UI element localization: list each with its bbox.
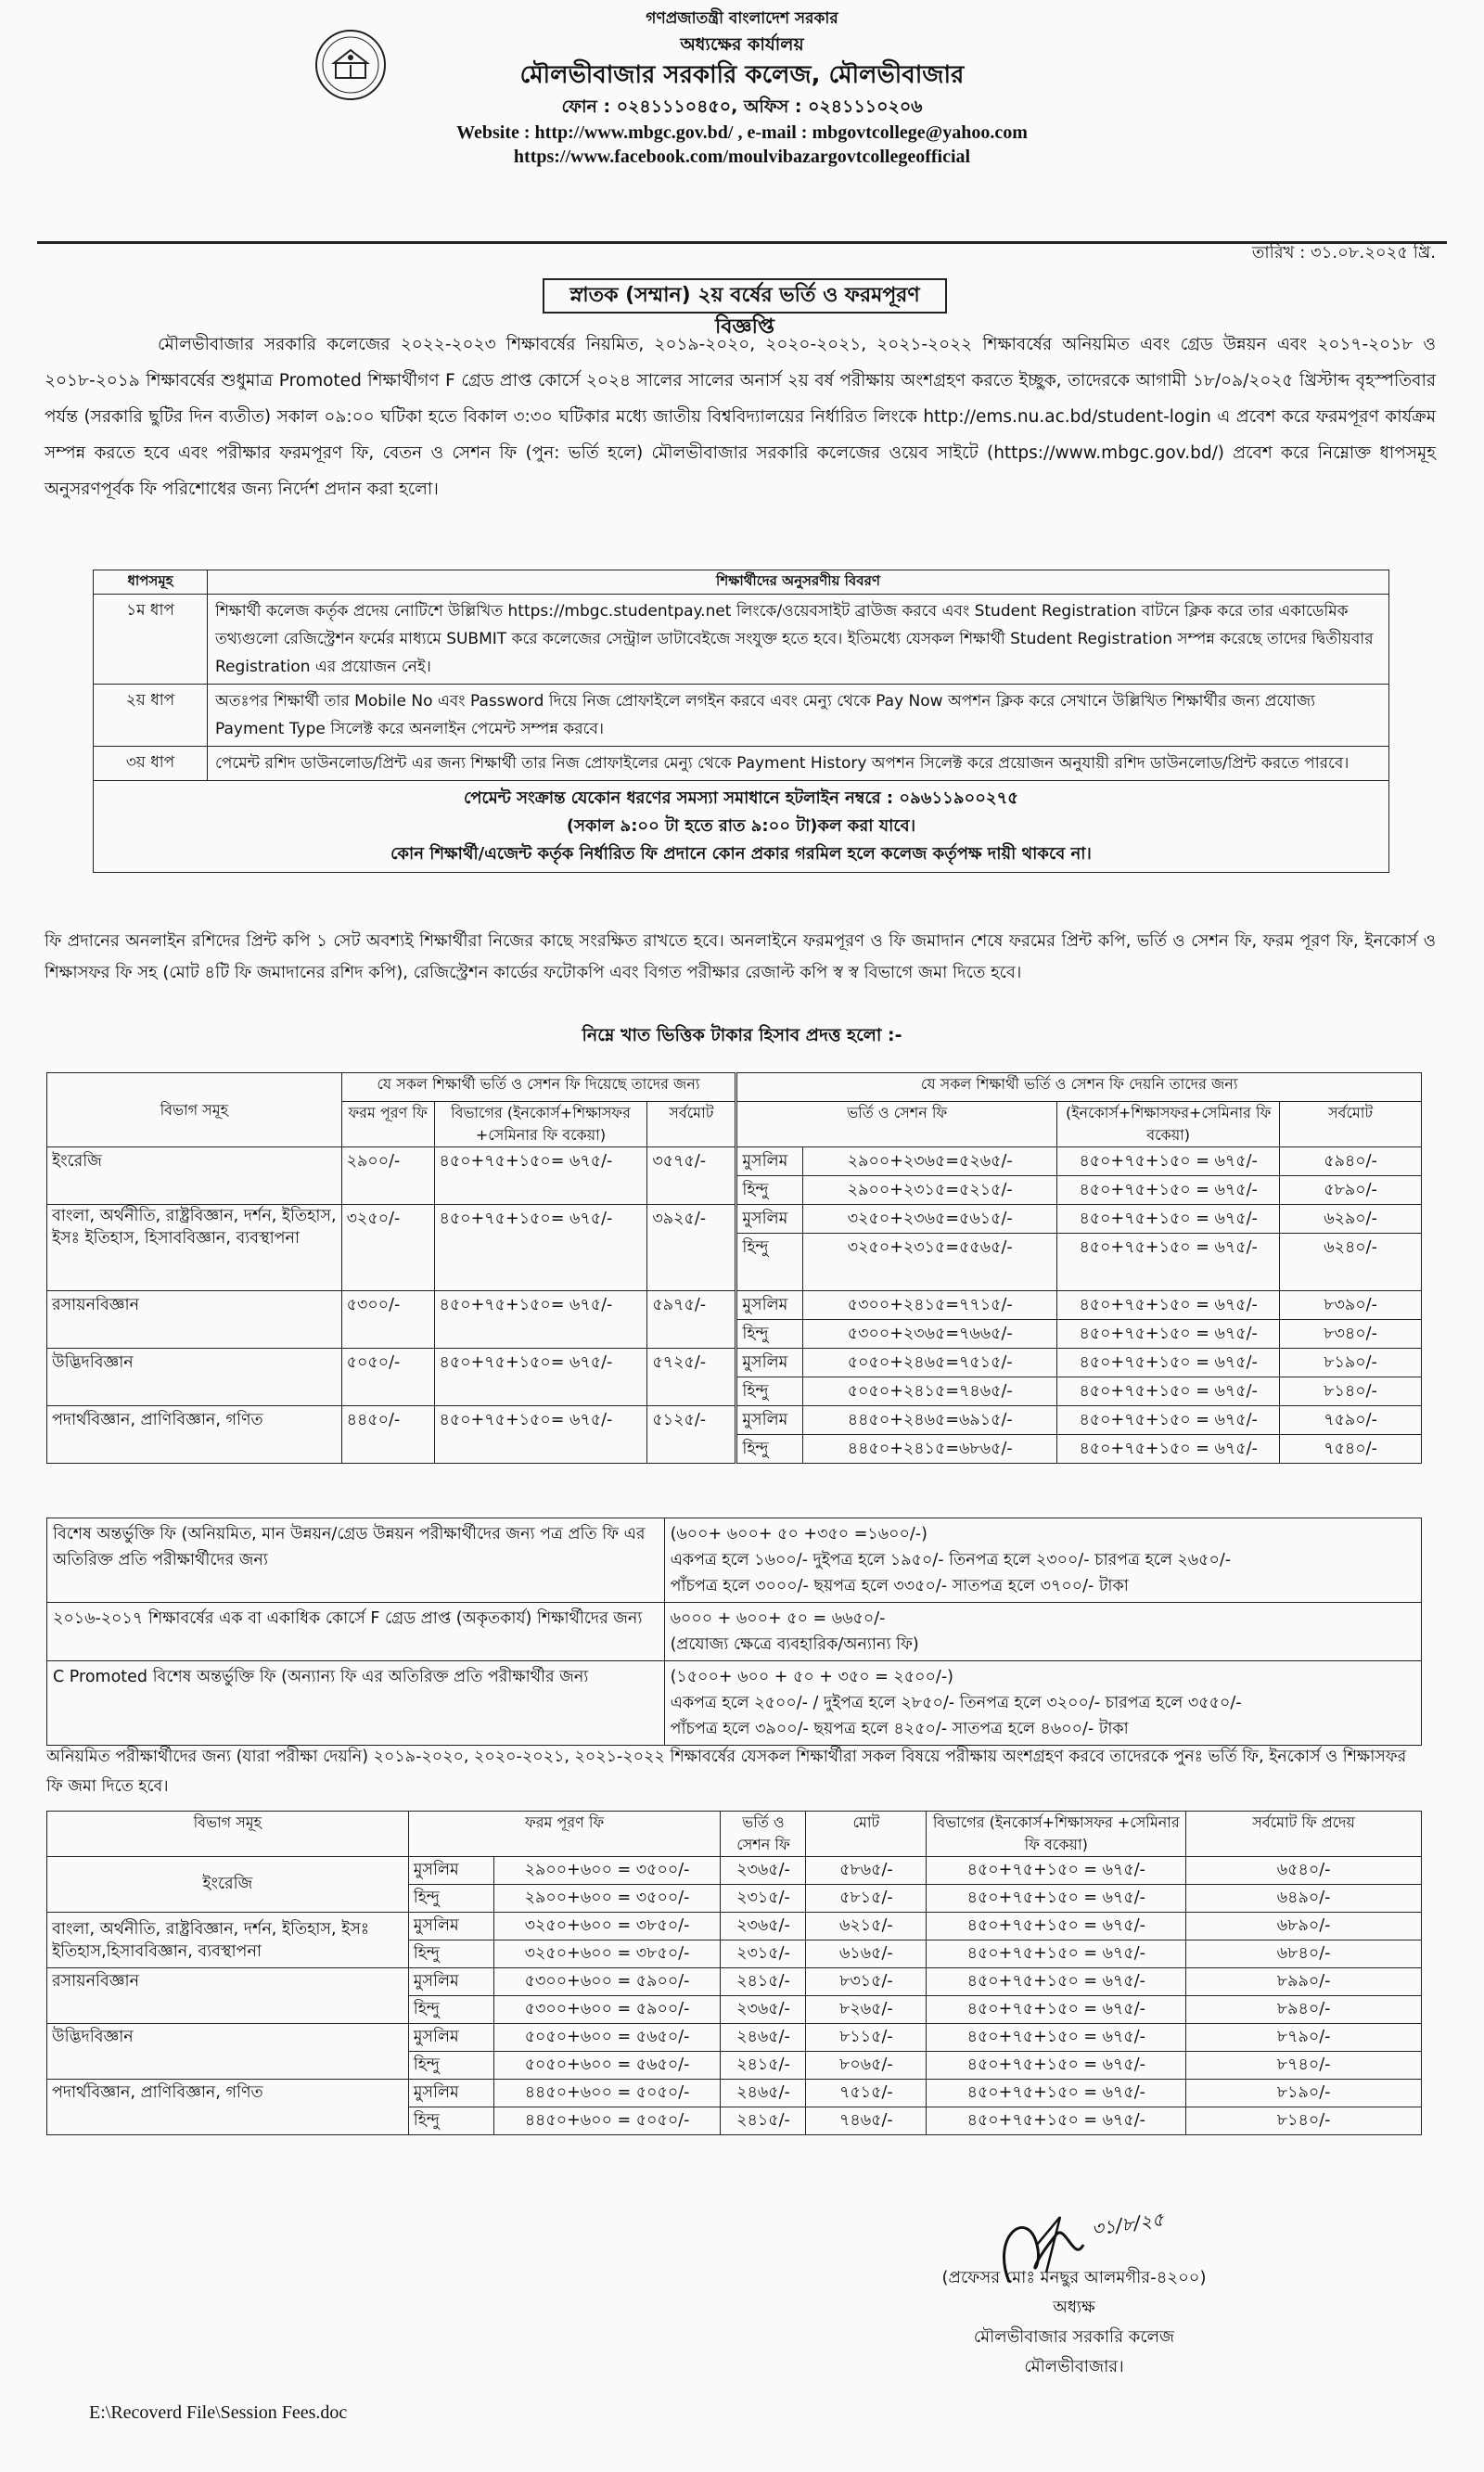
step-text: পেমেন্ট রশিদ ডাউনলোড/প্রিন্ট এর জন্য শিক্ষার্থী তার নিজ প্রোফাইলের মেন্যু থেকে Payment History অপশন সিলেক্ট করে প্রয়োজন অনুযায়ী রশিদ ডাউনলোড/প্রিন্ট করতে পারবে।	[208, 747, 1389, 781]
form-fee-cell: ৪৪৫০/-	[341, 1406, 434, 1464]
facebook-line: https://www.facebook.com/moulvibazargovtcollegeofficial	[513, 147, 971, 167]
form-fee-cell: ৩২৫০+৬০০ = ৩৮৫০/-	[493, 1940, 721, 1968]
signatory-name: (প্রফেসর মোঃ মনছুর আলমগীর-৪২০০)	[941, 2268, 1207, 2287]
hotline-number: পেমেন্ট সংক্রান্ত যেকোন ধরণের সমস্যা সমাধানে হটলাইন নম্বরে : ০৯৬১১৯০০২৭৫	[463, 788, 1018, 808]
total-cell: ৫৮১৫/-	[806, 1885, 927, 1913]
col-dept: বিভাগ সমূহ	[47, 1812, 409, 1857]
dept-cell: ইংরেজি	[47, 1857, 409, 1913]
signature-block	[879, 2263, 1269, 2382]
fee-formula: (৬০০+ ৬০০+ ৫০ +৩৫০ =১৬০০/-)	[670, 1525, 928, 1543]
dept-fee-cell: ৪৫০+৭৫+১৫০ = ৬৭৫/-	[927, 2107, 1186, 2135]
dept-cell: উদ্ভিদবিজ্ঞান	[47, 1349, 342, 1406]
grand-total-cell: ৮১৪০/-	[1280, 1377, 1422, 1406]
religion-label: হিন্দু	[408, 2107, 493, 2135]
dept-cell: উদ্ভিদবিজ্ঞান	[47, 2024, 409, 2080]
col-paid-group: যে সকল শিক্ষার্থী ভর্তি ও সেশন ফি দিয়েছে তাদের জন্য	[341, 1073, 736, 1102]
special-fee-label: বিশেষ অন্তর্ভুক্তি ফি (অনিয়মিত, মান উন্নয়ন/গ্রেড উন্নয়ন পরীক্ষার্থীদের জন্য পত্র প্রতি ফি এর অতিরিক্ত প্রতি পরীক্ষার্থীদের জন্য	[47, 1518, 665, 1603]
dept-fee-cell: ৪৫০+৭৫+১৫০= ৬৭৫/-	[434, 1205, 647, 1291]
special-fee-label: ২০১৬-২০১৭ শিক্ষাবর্ষের এক বা একাধিক কোর্সে F গ্রেড প্রাপ্ত (অকৃতকার্য) শিক্ষার্থীদের জন্য	[47, 1603, 665, 1661]
admission-cell: ২৪১৫/-	[721, 2107, 806, 2135]
grand-total-cell: ৬৫৪০/-	[1186, 1857, 1422, 1885]
fee-per-paper: একপত্র হলে ১৬০০/- দুইপত্র হলে ১৯৫০/- তিনপত্র হলে ২৩০০/- চারপত্র হলে ২৬৫০/-	[670, 1551, 1232, 1569]
fee-note: (প্রযোজ্য ক্ষেত্রে ব্যবহারিক/অন্যান্য ফি)	[670, 1635, 919, 1654]
religion-label: মুসলিম	[408, 1968, 493, 1996]
fee-breakdown-heading: নিম্নে খাত ভিত্তিক টাকার হিসাব প্রদত্ত হলো :-	[582, 1025, 902, 1045]
special-fee-detail	[664, 1603, 1421, 1661]
religion-label: মুসলিম	[736, 1205, 803, 1234]
religion-label: হিন্দু	[408, 1885, 493, 1913]
dept-fee-cell: ৪৫০+৭৫+১৫০ = ৬৭৫/-	[1057, 1406, 1280, 1435]
grand-total-cell: ৮৯৪০/-	[1186, 1996, 1422, 2024]
col-grand-total: সর্বমোট ফি প্রদেয়	[1186, 1812, 1422, 1857]
col-form-fee: ফরম পূরণ ফি	[408, 1812, 721, 1857]
table-row	[47, 2080, 1422, 2107]
dept-fee-cell: ৪৫০+৭৫+১৫০ = ৬৭৫/-	[1057, 1377, 1280, 1406]
dept-fee-cell: ৪৫০+৭৫+১৫০ = ৬৭৫/-	[927, 2052, 1186, 2080]
col-dept-fee: বিভাগের (ইনকোর্স+শিক্ষাসফর +সেমিনার ফি বকেয়া)	[434, 1102, 647, 1147]
grand-total-cell: ৮১৪০/-	[1186, 2107, 1422, 2135]
admission-cell: ৫০৫০+২৪৬৫=৭৫১৫/-	[803, 1349, 1057, 1377]
website-line: Website : http://www.mbgc.gov.bd/ , e-mail : mbgovtcollege@yahoo.com	[456, 122, 1028, 143]
form-fee-cell: ৩২৫০+৬০০ = ৩৮৫০/-	[493, 1913, 721, 1940]
table-row	[47, 2024, 1422, 2052]
signatory-city: মৌলভীবাজার।	[1024, 2357, 1124, 2376]
total-cell: ৮১১৫/-	[806, 2024, 927, 2052]
dept-fee-cell: ৪৫০+৭৫+১৫০ = ৬৭৫/-	[1057, 1291, 1280, 1320]
grand-total-cell: ৬৮৯০/-	[1186, 1913, 1422, 1940]
total-cell: ৫৮৬৫/-	[806, 1857, 927, 1885]
steps-table	[93, 570, 1389, 873]
grand-total-cell: ৮৭৯০/-	[1186, 2024, 1422, 2052]
file-path: E:\Recoverd File\Session Fees.doc	[89, 2402, 348, 2423]
dept-cell: ইংরেজি	[47, 1147, 342, 1205]
svg-text:৩১/৮/২৫: ৩১/৮/২৫	[1090, 2208, 1166, 2240]
total-cell: ৬২১৫/-	[806, 1913, 927, 1940]
table-row	[47, 1603, 1422, 1661]
table-row	[47, 1349, 1422, 1377]
table-row	[47, 1968, 1422, 1996]
form-fee-cell: ৫০৫০+৬০০ = ৫৬৫০/-	[493, 2052, 721, 2080]
col-total: মোট	[806, 1812, 927, 1857]
grand-total-cell: ৬৪৯০/-	[1186, 1885, 1422, 1913]
col-dept-fee: বিভাগের (ইনকোর্স+শিক্ষাসফর +সেমিনার ফি বকেয়া)	[927, 1812, 1186, 1857]
special-fee-detail	[664, 1661, 1421, 1746]
grand-total-cell: ৮১৯০/-	[1186, 2080, 1422, 2107]
grand-total-cell: ৫৮৯০/-	[1280, 1176, 1422, 1205]
total-cell: ৩৫৭৫/-	[647, 1147, 736, 1205]
dept-fee-cell: ৪৫০+৭৫+১৫০= ৬৭৫/-	[434, 1349, 647, 1406]
table-row	[47, 1913, 1422, 1940]
dept-fee-cell: ৪৫০+৭৫+১৫০= ৬৭৫/-	[434, 1147, 647, 1205]
table-row	[47, 1205, 1422, 1234]
form-fee-cell: ৫০৫০/-	[341, 1349, 434, 1406]
dept-fee-cell: ৪৫০+৭৫+১৫০ = ৬৭৫/-	[1057, 1205, 1280, 1234]
fees-table-irregular	[46, 1811, 1422, 2135]
dept-fee-cell: ৪৫০+৭৫+১৫০ = ৬৭৫/-	[1057, 1147, 1280, 1176]
fee-formula: (১৫০০+ ৬০০ + ৫০ + ৩৫০ = ২৫০০/-)	[670, 1668, 953, 1686]
step-label: ৩য় ধাপ	[94, 747, 208, 781]
admission-cell: ৩২৫০+২৩১৫=৫৫৬৫/-	[803, 1234, 1057, 1291]
religion-label: হিন্দু	[408, 1940, 493, 1968]
dept-fee-cell: ৪৫০+৭৫+১৫০ = ৬৭৫/-	[927, 2024, 1186, 2052]
religion-label: মুসলিম	[736, 1147, 803, 1176]
admission-cell: ২৩৬৫/-	[721, 1913, 806, 1940]
admission-cell: ৫৩০০+২৪১৫=৭৭১৫/-	[803, 1291, 1057, 1320]
irregular-students-note: অনিয়মিত পরীক্ষার্থীদের জন্য (যারা পরীক্ষা দেয়নি) ২০১৯-২০২০, ২০২০-২০২১, ২০২১-২০২২ শিক্ষাবর্ষের যেসকল শিক্ষার্থীরা সকল বিষয়ে পরীক্ষায় অংশগ্রহণ করবে তাদেরকে পুনঃ ভর্তি ফি, ইনকোর্স ও শিক্ষাসফর ফি জমা দিতে হবে।	[46, 1748, 1407, 1796]
grand-total-cell: ৫৯৪০/-	[1280, 1147, 1422, 1176]
admission-cell: ৪৪৫০+২৪৬৫=৬৯১৫/-	[803, 1406, 1057, 1435]
fee-per-paper: পাঁচপত্র হলে ৩৯০০/- ছয়পত্র হলে ৪২৫০/- সাতপত্র হলে ৪৬০০/- টাকা	[670, 1720, 1129, 1738]
office-name: অধ্যক্ষের কার্যালয়	[680, 34, 804, 55]
form-fee-cell: ২৯০০+৬০০ = ৩৫০০/-	[493, 1885, 721, 1913]
dept-cell: বাংলা, অর্থনীতি, রাষ্ট্রবিজ্ঞান, দর্শন, ইতিহাস, ইসঃ ইতিহাস,হিসাববিজ্ঞান, ব্যবস্থাপনা	[47, 1913, 409, 1968]
grand-total-cell: ৬২৯০/-	[1280, 1205, 1422, 1234]
table-row	[47, 1406, 1422, 1435]
admission-cell: ২৪১৫/-	[721, 1968, 806, 1996]
dept-cell: পদার্থবিজ্ঞান, প্রাণিবিজ্ঞান, গণিত	[47, 2080, 409, 2135]
admission-cell: ২৩১৫/-	[721, 1940, 806, 1968]
table-row	[47, 1661, 1422, 1746]
admission-cell: ২৩৬৫/-	[721, 1857, 806, 1885]
total-cell: ৮৩১৫/-	[806, 1968, 927, 1996]
total-cell: ৩৯২৫/-	[647, 1205, 736, 1291]
step-row	[94, 685, 1389, 747]
admission-cell: ২৪১৫/-	[721, 2052, 806, 2080]
step-label: ২য় ধাপ	[94, 685, 208, 747]
admission-cell: ৫০৫০+২৪১৫=৭৪৬৫/-	[803, 1377, 1057, 1406]
table-row	[47, 1518, 1422, 1603]
religion-label: হিন্দু	[408, 1996, 493, 2024]
form-fee-cell: ৫৩০০+৬০০ = ৫৯০০/-	[493, 1968, 721, 1996]
table-row	[47, 1147, 1422, 1176]
total-cell: ৭৫১৫/-	[806, 2080, 927, 2107]
step-text: শিক্ষার্থী কলেজ কর্তৃক প্রদেয় নোটিশে উল্লিখিত https://mbgc.studentpay.net লিংকে/ওয়েবসাইট ব্রাউজ করবে এবং Student Registration বাটনে ক্লিক করে তার একাডেমিক তথ্যগুলো রেজিস্ট্রেশন ফর্মের মাধ্যমে SUBMIT করে কলেজের সেন্ট্রাল ডাটাবেইজে সংযুক্ত হতে হবে। ইতিমধ্যে যেসকল শিক্ষার্থী Student Registration সম্পন্ন করেছে তাদের দ্বিতীয়বার Registration এর প্রয়োজন নেই।	[208, 595, 1389, 685]
admission-cell: ২৩৬৫/-	[721, 1996, 806, 2024]
col-admission-fee: ভর্তি ও সেশন ফি	[721, 1812, 806, 1857]
form-fee-cell: ৩২৫০/-	[341, 1205, 434, 1291]
admission-cell: ২৯০০+২৩৬৫=৫২৬৫/-	[803, 1147, 1057, 1176]
total-cell: ৮০৬৫/-	[806, 2052, 927, 2080]
dept-fee-cell: ৪৫০+৭৫+১৫০ = ৬৭৫/-	[927, 1857, 1186, 1885]
grand-total-cell: ৬৮৪০/-	[1186, 1940, 1422, 1968]
total-cell: ৮২৬৫/-	[806, 1996, 927, 2024]
grand-total-cell: ৮৯৯০/-	[1186, 1968, 1422, 1996]
dept-fee-cell: ৪৫০+৭৫+১৫০ = ৬৭৫/-	[927, 1913, 1186, 1940]
grand-total-cell: ৮৭৪০/-	[1186, 2052, 1422, 2080]
religion-label: মুসলিম	[736, 1406, 803, 1435]
religion-label: মুসলিম	[736, 1291, 803, 1320]
admission-cell: ২৯০০+২৩১৫=৫২১৫/-	[803, 1176, 1057, 1205]
grand-total-cell: ৮১৯০/-	[1280, 1349, 1422, 1377]
notice-title: স্নাতক (সম্মান) ২য় বর্ষের ভর্তি ও ফরমপূরণ বিজ্ঞপ্তি	[543, 278, 947, 314]
religion-label: হিন্দু	[736, 1377, 803, 1406]
table-row	[47, 1291, 1422, 1320]
fee-per-paper: একপত্র হলে ২৫০০/- / দুইপত্র হলে ২৮৫০/- তিনপত্র হলে ৩২০০/- চারপত্র হলে ৩৫৫০/-	[670, 1694, 1242, 1712]
grand-total-cell: ৮৩৯০/-	[1280, 1291, 1422, 1320]
dept-fee-cell: ৪৫০+৭৫+১৫০ = ৬৭৫/-	[1057, 1320, 1280, 1349]
dept-fee-cell: ৪৫০+৭৫+১৫০ = ৬৭৫/-	[927, 1940, 1186, 1968]
admission-cell: ২৪৬৫/-	[721, 2080, 806, 2107]
disclaimer: কোন শিক্ষার্থী/এজেন্ট কর্তৃক নির্ধারিত ফি প্রদানে কোন প্রকার গরমিল হলে কলেজ কর্তৃপক্ষ দায়ী থাকবে না।	[390, 844, 1092, 864]
step-row	[94, 747, 1389, 781]
col-dept-fee-2: (ইনকোর্স+শিক্ষাসফর+সেমিনার ফি বকেয়া)	[1057, 1102, 1280, 1147]
col-dept: বিভাগ সমূহ	[47, 1073, 342, 1147]
religion-label: মুসলিম	[408, 2080, 493, 2107]
grand-total-cell: ৭৫৪০/-	[1280, 1435, 1422, 1464]
phone-line: ফোন : ০২৪১১১০৪৫০, অফিস : ০২৪১১১০২০৬	[561, 96, 923, 117]
religion-label: হিন্দু	[736, 1234, 803, 1291]
fees-table-regular	[46, 1072, 1422, 1464]
signatory-designation: অধ্যক্ষ	[1053, 2298, 1095, 2317]
admission-cell: ৩২৫০+২৩৬৫=৫৬১৫/-	[803, 1205, 1057, 1234]
total-cell: ৫৭২৫/-	[647, 1349, 736, 1406]
grand-total-cell: ৬২৪০/-	[1280, 1234, 1422, 1291]
total-cell: ৬১৬৫/-	[806, 1940, 927, 1968]
admission-cell: ৪৪৫০+২৪১৫=৬৮৬৫/-	[803, 1435, 1057, 1464]
admission-cell: ৫৩০০+২৩৬৫=৭৬৬৫/-	[803, 1320, 1057, 1349]
religion-label: মুসলিম	[408, 2024, 493, 2052]
dept-fee-cell: ৪৫০+৭৫+১৫০ = ৬৭৫/-	[1057, 1176, 1280, 1205]
notice-date: তারিখ : ৩১.০৮.২০২৫ খ্রি.	[1251, 243, 1436, 263]
receipt-instructions: ফি প্রদানের অনলাইন রশিদের প্রিন্ট কপি ১ সেট অবশ্যই শিক্ষার্থীরা নিজের কাছে সংরক্ষিত রাখতে হবে। অনলাইনে ফরমপূরণ ও ফি জমাদান শেষে ফরমের প্রিন্ট কপি, ভর্তি ও সেশন ফি, ফরম পূরণ ফি, ইনকোর্স ও শিক্ষাসফর ফি সহ (মোট ৪টি ফি জমাদানের রশিদ কপি), রেজিস্ট্রেশন কার্ডের ফটোকপি এবং বিগত পরীক্ষার রেজাল্ট কপি স্ব স্ব বিভাগে জমা দিতে হবে।	[45, 931, 1436, 982]
col-admission-fee: ভর্তি ও সেশন ফি	[736, 1102, 1057, 1147]
dept-fee-cell: ৪৫০+৭৫+১৫০ = ৬৭৫/-	[1057, 1234, 1280, 1291]
grand-total-cell: ৮৩৪০/-	[1280, 1320, 1422, 1349]
col-unpaid-group: যে সকল শিক্ষার্থী ভর্তি ও সেশন ফি দেয়নি তাদের জন্য	[736, 1073, 1422, 1102]
step-text: অতঃপর শিক্ষার্থী তার Mobile No এবং Password দিয়ে নিজ প্রোফাইলে লগইন করবে এবং মেন্যু থেকে Pay Now অপশন ক্লিক করে সেখানে উল্লিখিত শিক্ষার্থীর জন্য প্রযোজ্য Payment Type সিলেক্ট করে অনলাইন পেমেন্ট সম্পন্ন করবে।	[208, 685, 1389, 747]
dept-fee-cell: ৪৫০+৭৫+১৫০ = ৬৭৫/-	[927, 1996, 1186, 2024]
dept-fee-cell: ৪৫০+৭৫+১৫০ = ৬৭৫/-	[927, 1885, 1186, 1913]
col-total: সর্বমোট	[647, 1102, 736, 1147]
religion-label: হিন্দু	[736, 1176, 803, 1205]
form-fee-cell: ৫৩০০+৬০০ = ৫৯০০/-	[493, 1996, 721, 2024]
religion-label: হিন্দু	[736, 1435, 803, 1464]
religion-label: মুসলিম	[408, 1857, 493, 1885]
form-fee-cell: ২৯০০/-	[341, 1147, 434, 1205]
hotline-hours: (সকাল ৯:০০ টা হতে রাত ৯:০০ টা)কল করা যাবে।	[566, 816, 916, 836]
form-fee-cell: ৫৩০০/-	[341, 1291, 434, 1349]
dept-fee-cell: ৪৫০+৭৫+১৫০= ৬৭৫/-	[434, 1406, 647, 1464]
government-name: গণপ্রজাতন্ত্রী বাংলাদেশ সরকার	[646, 9, 838, 28]
letterhead	[0, 6, 1484, 169]
fee-formula: ৬০০০ + ৬০০+ ৫০ = ৬৬৫০/-	[670, 1609, 886, 1628]
religion-label: হিন্দু	[408, 2052, 493, 2080]
intro-paragraph: মৌলভীবাজার সরকারি কলেজের ২০২২-২০২৩ শিক্ষাবর্ষের নিয়মিত, ২০১৯-২০২০, ২০২০-২০২১, ২০২১-২০২২ শিক্ষাবর্ষের অনিয়মিত এবং গ্রেড উন্নয়ন এবং ২০১৭-২০১৮ ও ২০১৮-২০১৯ শিক্ষাবর্ষের শুধুমাত্র Promoted শিক্ষার্থীগণ F গ্রেড প্রাপ্ত কোর্সে ২০২৪ সালের সালের অনার্স ২য় বর্ষ পরীক্ষায় অংশগ্রহণ করতে ইচ্ছুক, তাদেরকে আগামী ১৮/০৯/২০২৫ খ্রিস্টাব্দ বৃহস্পতিবার পর্যন্ত (সরকারি ছুটির দিন ব্যতীত) সকাল ০৯:০০ ঘটিকা হতে বিকাল ৩:৩০ ঘটিকার মধ্যে জাতীয় বিশ্ববিদ্যালয়ের নির্ধারিত লিংকে http://ems.nu.ac.bd/student-login এ প্রবেশ করে ফরমপূরণ কার্যক্রম সম্পন্ন করতে হবে এবং পরীক্ষার ফরমপূরণ ফি, বেতন ও সেশন ফি (পুন: ভর্তি হলে) মৌলভীবাজার সরকারি কলেজের ওয়েব সাইটে (https://www.mbgc.gov.bd/) প্রবেশ করে নিম্নোক্ত ধাপসমূহ অনুসরণপূর্বক ফি পরিশোধের জন্য নির্দেশ প্রদান করা হলো।	[45, 335, 1436, 499]
religion-label: হিন্দু	[736, 1320, 803, 1349]
step-row	[94, 595, 1389, 685]
dept-fee-cell: ৪৫০+৭৫+১৫০ = ৬৭৫/-	[927, 2080, 1186, 2107]
steps-col-step: ধাপসমূহ	[94, 570, 208, 595]
dept-fee-cell: ৪৫০+৭৫+১৫০ = ৬৭৫/-	[927, 1968, 1186, 1996]
form-fee-cell: ২৯০০+৬০০ = ৩৫০০/-	[493, 1857, 721, 1885]
grand-total-cell: ৭৫৯০/-	[1280, 1406, 1422, 1435]
dept-cell: পদার্থবিজ্ঞান, প্রাণিবিজ্ঞান, গণিত	[47, 1406, 342, 1464]
dept-fee-cell: ৪৫০+৭৫+১৫০= ৬৭৫/-	[434, 1291, 647, 1349]
header-rule	[37, 241, 1447, 244]
special-fees-table	[46, 1518, 1422, 1746]
total-cell: ৫৯৭৫/-	[647, 1291, 736, 1349]
special-fee-detail	[664, 1518, 1421, 1603]
dept-cell: রসায়নবিজ্ঞান	[47, 1968, 409, 2024]
religion-label: মুসলিম	[736, 1349, 803, 1377]
dept-cell: রসায়নবিজ্ঞান	[47, 1291, 342, 1349]
dept-cell: বাংলা, অর্থনীতি, রাষ্ট্রবিজ্ঞান, দর্শন, ইতিহাস, ইসঃ ইতিহাস, হিসাববিজ্ঞান, ব্যবস্থাপনা	[47, 1205, 342, 1291]
fee-per-paper: পাঁচপত্র হলে ৩০০০/- ছয়পত্র হলে ৩৩৫০/- সাতপত্র হলে ৩৭০০/- টাকা	[670, 1577, 1129, 1595]
table-row	[47, 1857, 1422, 1885]
total-cell: ৭৪৬৫/-	[806, 2107, 927, 2135]
college-name: মৌলভীবাজার সরকারি কলেজ, মৌলভীবাজার	[519, 61, 965, 89]
col-total-2: সর্বমোট	[1280, 1102, 1422, 1147]
admission-cell: ২৪৬৫/-	[721, 2024, 806, 2052]
religion-label: মুসলিম	[408, 1913, 493, 1940]
dept-fee-cell: ৪৫০+৭৫+১৫০ = ৬৭৫/-	[1057, 1349, 1280, 1377]
hotline-note	[94, 781, 1389, 873]
form-fee-cell: ৪৪৫০+৬০০ = ৫০৫০/-	[493, 2080, 721, 2107]
col-form-fee: ফরম পূরণ ফি	[341, 1102, 434, 1147]
special-fee-label: C Promoted বিশেষ অন্তর্ভুক্তি ফি (অন্যান্য ফি এর অতিরিক্ত প্রতি পরীক্ষার্থীর জন্য	[47, 1661, 665, 1746]
admission-cell: ২৩১৫/-	[721, 1885, 806, 1913]
total-cell: ৫১২৫/-	[647, 1406, 736, 1464]
steps-col-desc: শিক্ষার্থীদের অনুসরণীয় বিবরণ	[208, 570, 1389, 595]
step-label: ১ম ধাপ	[94, 595, 208, 685]
dept-fee-cell: ৪৫০+৭৫+১৫০ = ৬৭৫/-	[1057, 1435, 1280, 1464]
form-fee-cell: ৪৪৫০+৬০০ = ৫০৫০/-	[493, 2107, 721, 2135]
signatory-college: মৌলভীবাজার সরকারি কলেজ	[973, 2327, 1175, 2347]
form-fee-cell: ৫০৫০+৬০০ = ৫৬৫০/-	[493, 2024, 721, 2052]
